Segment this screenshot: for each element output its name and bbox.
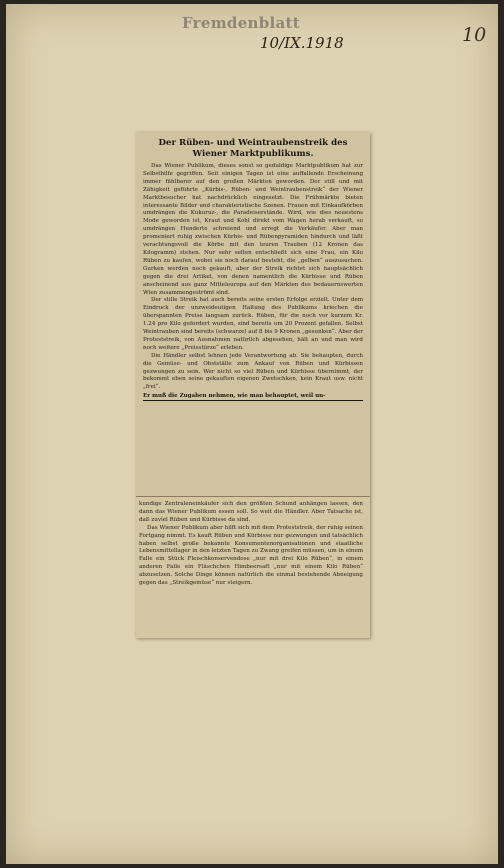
article-paragraph: Der stille Streik hat auch bereits seine ersten Erfolge erzielt. Unter dem Eindruck der unzweideutigen Haltung des Publikums kriechen die überspannten Preise langsam zurück. Rüben, für die noch vor kurzem Kr. 1.24 pro Kilo gefordert wurden, sind bereits um 20 Prozent gefallen. Selbst Weintrauben sind bereits (schwarze) auf 8 bis 9 Kronen „gesunken“. Aber der Proteststreik, von Ausnahmen natürlich abgesehen, hält an und man wird noch weitere „Preisstürze“ erleben. — [143, 297, 363, 351]
article-paragraph: Die Händler selbst lehnen jede Verantwortung ab. Sie behaupten, durch die Gemüse- und Obstställe zum Ankauf von Rüben und Kürbissen gezwungen zu sein. Wer nicht so viel Rüben und Kürbisse übernimmt, der bekommt eben seine gekauften eigenen Zwetschken, kein Kraut usw. nicht „frei“. — [143, 352, 363, 391]
underlined-sentence: Er muß die Zugaben nehmen, wie man behauptet, weil un- — [143, 392, 363, 401]
article-paragraph: Das Wiener Publikum aber hilft sich mit dem Proteststreik, der ruhig seinen Fortgang nimmt. Es kauft Rüben und Kürbisse nur gezwungen und tatsächlich haben selbst große bekannte Konsumentenorganisationen und staatliche Lebensmittellager in den letzten Tagen zu Zwang greifen müssen, um in einem Falle ein Stück Fleischkonservendose „nur mit drei Kilo Rüben“, in einem anderen Falle ein Fläschchen Himbeersaft „nur mit einem Kilo Rüben“ abzusetzen. Solche Dinge können natürlich die einmal bestehende Abneigung gegen das „Streikgemüse“ nur steigern. — [139, 524, 363, 587]
article-paragraph: Das Wiener Publikum, dieses sonst so geduldige Marktpublikum hat zur Selbsthilfe gegriffen. Seit einigen Tagen ist eine auffallende Erscheinung immer fühlbarer auf den großen Märkten geworden. Der still und mit Zähigkeit geführte „Kürbis-, Rüben- und Weintraubenstreik“ der Wiener Marktbesucher hat nachdrücklich eingesetzt. Die Frühmärkte bieten interessante Bilder und charakteristische Szenen. Frauen mit Einkaufkörben umdrängen die Kukuruz-, die Paradeiserstände. Wird, wie dies neuestens Mode geworden ist, Kraut und Kohl direkt vom Wagen herab verkauft, so umdrängen Hunderte schreiend und erregt die Verkäufer. Aber man promeniert ruhig zwischen Kürbis- und Rübenpyramiden hindurch und läßt verachtungsvoll die Körbe mit den teuren Trauben (12 Kronen das Kilogramm) stehen. Nur sehr selten entschließt sich eine Frau, ein Kilo Rüben zu kaufen, wobei sie noch darauf besteht, die „gelben“ auszusuchen. Gurken werden noch gekauft, aber der Streik richtet sich hauptsächlich gegen die drei Artikel, von denen namentlich die Kürbisse und Rüben anscheinend aus ganz Mitteleuropa auf den Märkten des bedauernswerten Wien zusammengeströmt sind. — [143, 163, 363, 296]
article-paragraph: kundige Zentraleneinkäufer sich den größten Schund anhängen lassen, den dann das Wiener Publikum essen soll. So weit die Händler. Aber Tatsache ist, daß zuviel Rüben und Kürbisse da sind. — [139, 501, 363, 523]
clipping-lower-section — [136, 496, 370, 638]
handwritten-date: 10/IX.1918 — [260, 34, 344, 52]
newspaper-name-stamp: Fremdenblatt — [182, 14, 301, 32]
handwritten-page-number: 10 — [462, 24, 487, 46]
clipping-upper-section — [136, 132, 370, 496]
newspaper-clipping — [136, 132, 370, 638]
article-headline: Der Rüben- und Weintraubenstreik des Wiener Marktpublikums. — [158, 138, 348, 159]
